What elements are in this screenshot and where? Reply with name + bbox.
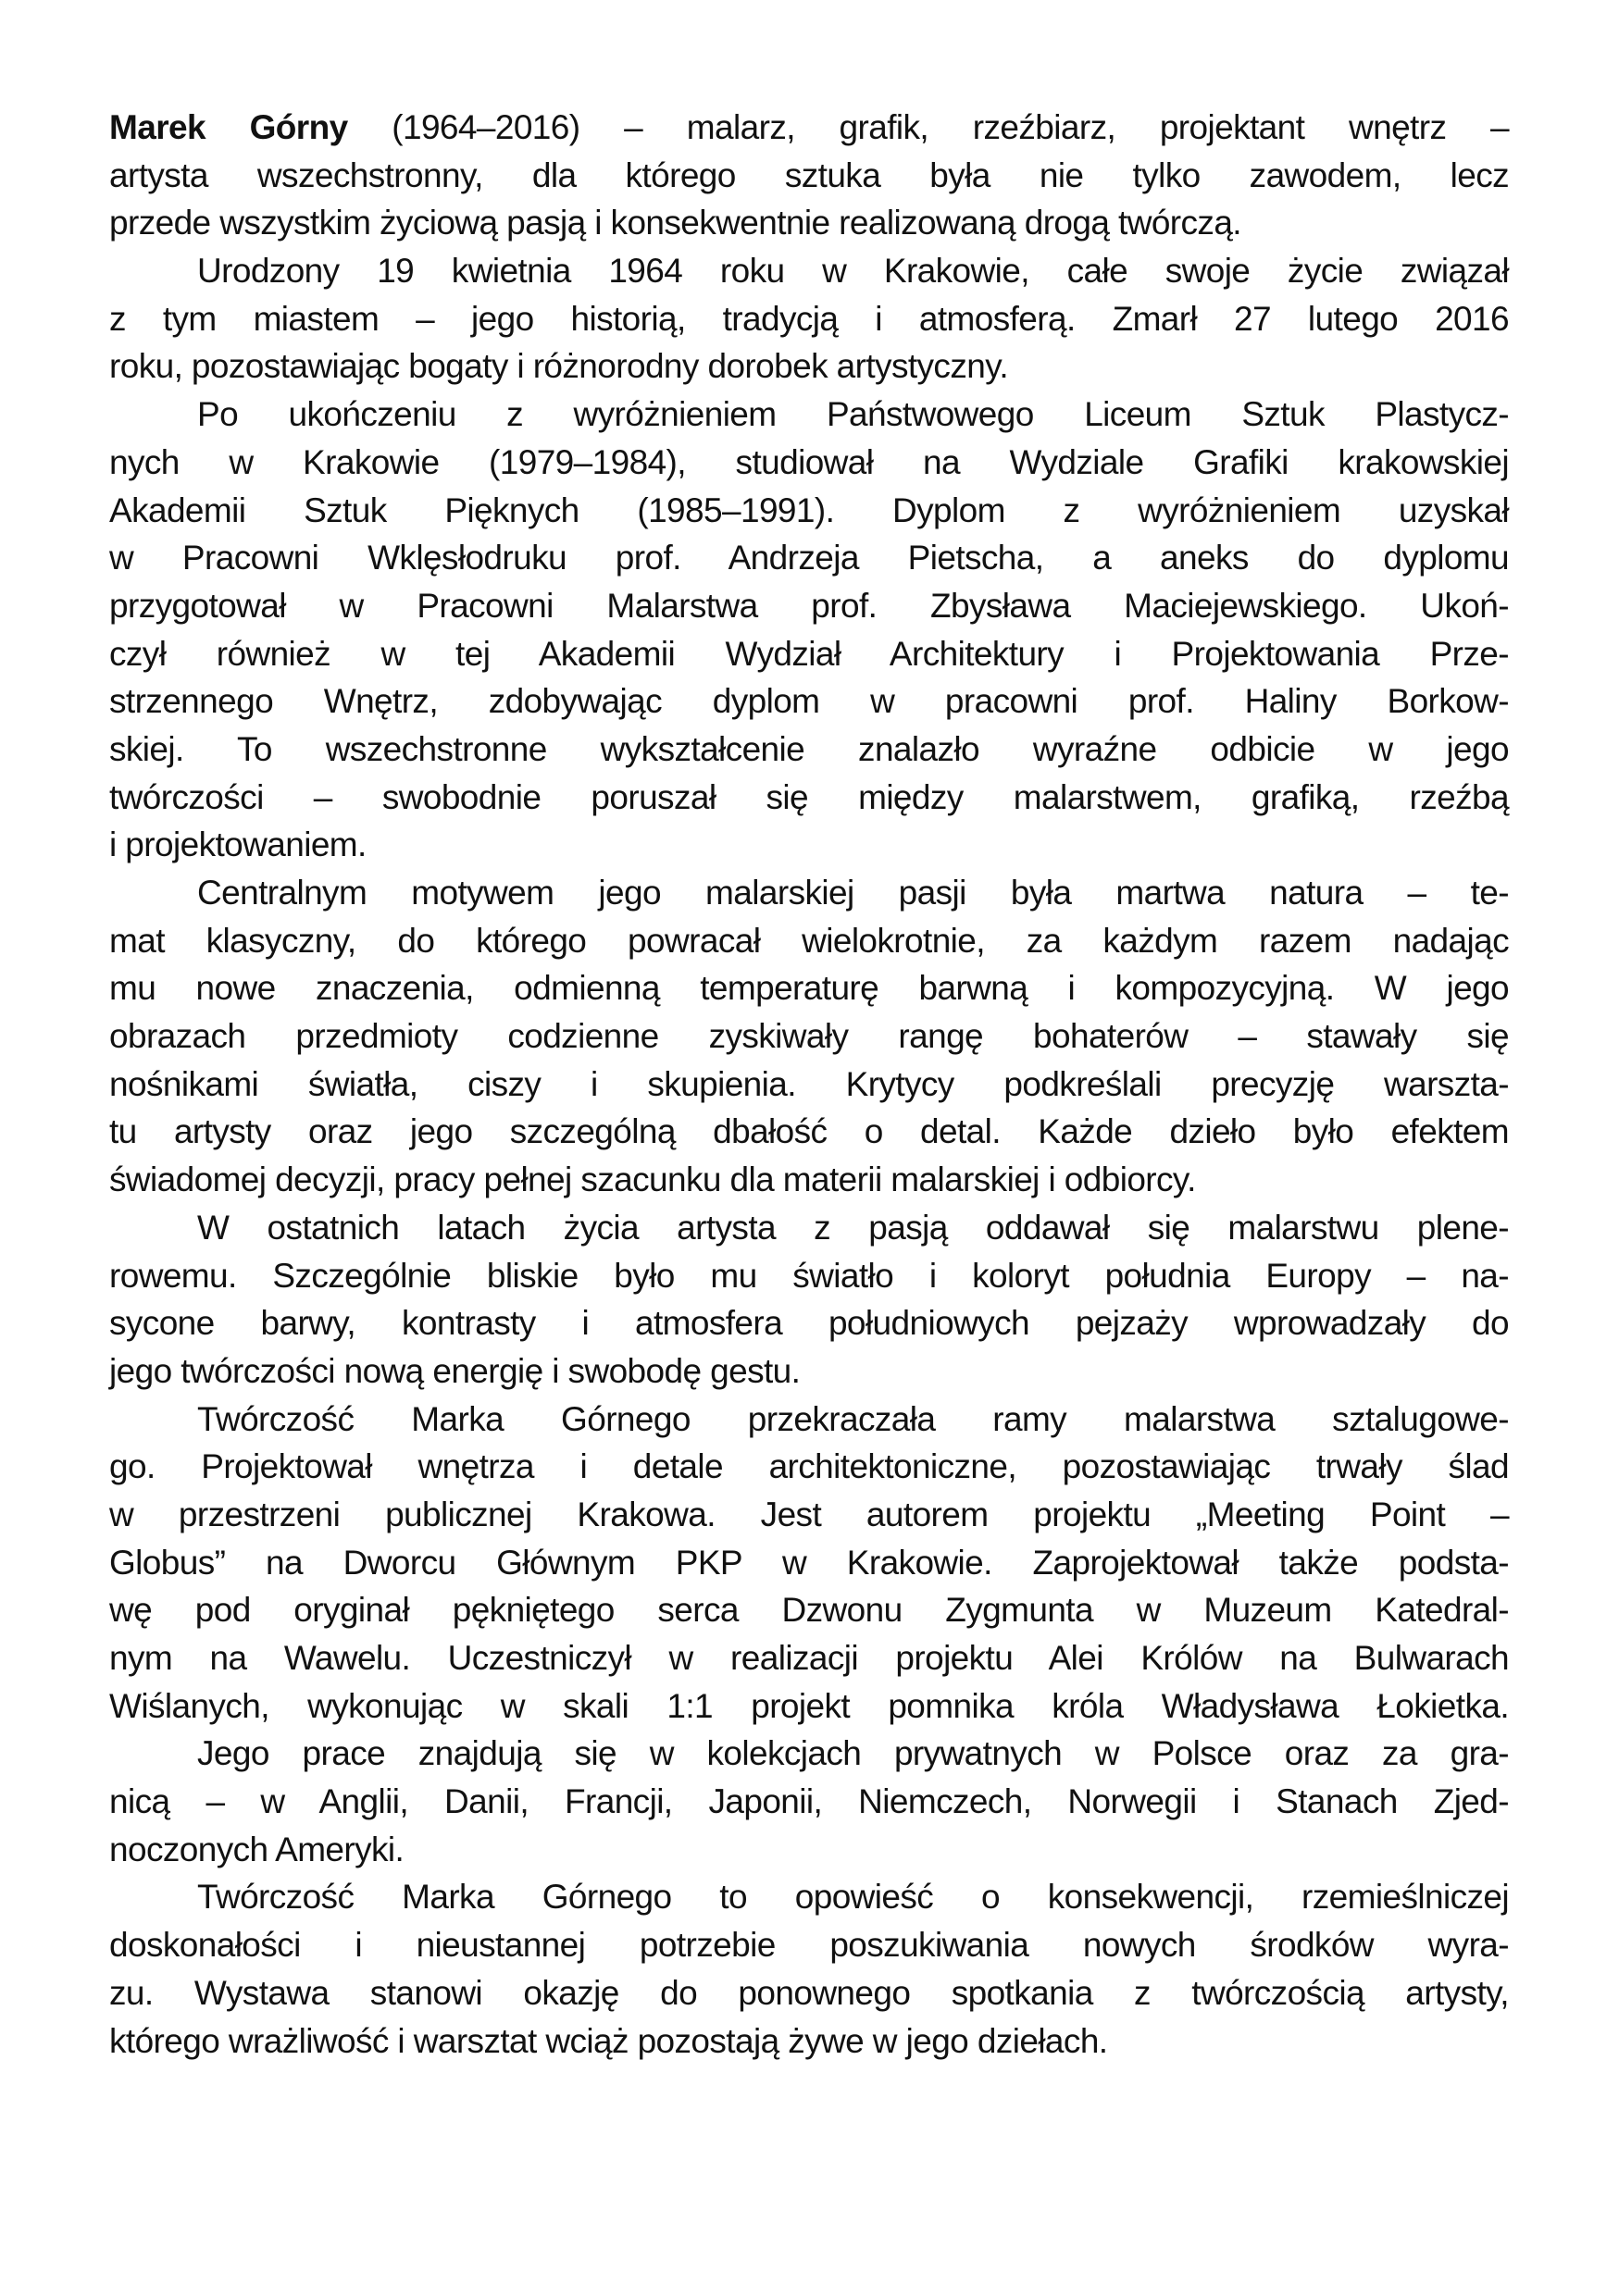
text-line: strzennego Wnętrz, zdobywając dyplom w pracowni prof. Haliny Borkow- (109, 682, 1509, 721)
text-line: W ostatnich latach życia artysta z pasją oddawał się malarstwu plene- (197, 1208, 1509, 1247)
text-line: w przestrzeni publicznej Krakowa. Jest autorem projektu „Meeting Point – (109, 1495, 1509, 1533)
text-line: skiej. To wszechstronne wykształcenie znalazło wyraźne odbicie w jego (109, 729, 1509, 768)
text-line: przede wszystkim życiową pasją i konsekwentnie realizowaną drogą twórczą. (109, 204, 1241, 242)
text-line: doskonałości i nieustannej potrzebie poszukiwania nowych środków wyra- (109, 1926, 1509, 1965)
paragraph-plein-air (109, 1204, 1509, 1396)
text-line: Globus” na Dworcu Głównym PKP w Krakowie. Zaprojektował także podsta- (109, 1543, 1509, 1582)
text-line: roku, pozostawiając bogaty i różnorodny dorobek artystyczny. (109, 347, 1009, 386)
text-line: Marek Górny (1964–2016) – malarz, grafik, rzeźbiarz, projektant wnętrz – (109, 108, 1509, 146)
text-line: zu. Wystawa stanowi okazję do ponownego spotkania z twórczością artysty, (109, 1973, 1509, 2012)
artist-name: Marek Górny (109, 108, 348, 146)
text-line: Twórczość Marka Górnego to opowieść o konsekwencji, rzemieślniczej (197, 1878, 1509, 1917)
text-line: z tym miastem – jego historią, tradycją i atmosferą. Zmarł 27 lutego 2016 (109, 299, 1509, 338)
text-line: Twórczość Marka Górnego przekraczała ramy malarstwa sztalugowe- (197, 1399, 1509, 1438)
text-line: sycone barwy, kontrasty i atmosfera południowych pejzaży wprowadzały do (109, 1304, 1509, 1343)
text-line: którego wrażliwość i warsztat wciąż pozostają żywe w jego dziełach. (109, 2021, 1108, 2060)
text-line: świadomej decyzji, pracy pełnej szacunku dla materii malarskiej i odbiorcy. (109, 1160, 1196, 1199)
text-line: w Pracowni Wklęsłodruku prof. Andrzeja Pietscha, a aneks do dyplomu (109, 539, 1509, 577)
text-line: twórczości – swobodnie poruszał się między malarstwem, grafiką, rzeźbą (109, 777, 1509, 816)
paragraph-education (109, 391, 1509, 869)
text-line: nym na Wawelu. Uczestniczył w realizacji projektu Alei Królów na Bulwarach (109, 1639, 1509, 1677)
text-line: Po ukończeniu z wyróżnieniem Państwowego Liceum Sztuk Plastycz- (197, 395, 1509, 434)
text-line: nicą – w Anglii, Danii, Francji, Japonii, Niemczech, Norwegii i Stanach Zjed- (109, 1782, 1509, 1821)
text-line: Centralnym motywem jego malarskiej pasji była martwa natura – te- (197, 874, 1509, 912)
paragraph-closing (109, 1873, 1509, 2065)
text-line: obrazach przedmioty codzienne zyskiwały rangę bohaterów – stawały się (109, 1017, 1509, 1056)
paragraph-still-life (109, 869, 1509, 1204)
text-line: wę pod oryginał pękniętego serca Dzwonu Zygmunta w Muzeum Katedral- (109, 1591, 1509, 1630)
text-line: Jego prace znajdują się w kolekcjach prywatnych w Polsce oraz za gra- (197, 1734, 1509, 1773)
text-line: jego twórczości nową energię i swobodę gestu. (109, 1351, 801, 1390)
text-line: Urodzony 19 kwietnia 1964 roku w Krakowie, całe swoje życie związał (197, 252, 1509, 291)
paragraph-birth (109, 247, 1509, 391)
paragraph-design-work (109, 1396, 1509, 1731)
text-line: nośnikami światła, ciszy i skupienia. Krytycy podkreślali precyzję warszta- (109, 1064, 1509, 1103)
text-line: Akademii Sztuk Pięknych (1985–1991). Dyplom z wyróżnieniem uzyskał (109, 490, 1509, 529)
text-line: noczonych Ameryki. (109, 1830, 405, 1868)
text-line: czył również w tej Akademii Wydział Architektury i Projektowania Prze- (109, 634, 1509, 673)
text-line: tu artysty oraz jego szczególną dbałość o detal. Każde dzieło było efektem (109, 1112, 1509, 1151)
text-line: go. Projektował wnętrza i detale architektoniczne, pozostawiając trwały ślad (109, 1447, 1509, 1486)
text-line: Wiślanych, wykonując w skali 1:1 projekt pomnika króla Władysława Łokietka. (109, 1686, 1509, 1725)
text-line: przygotował w Pracowni Malarstwa prof. Zbysława Maciejewskiego. Ukoń- (109, 586, 1509, 625)
document-page (109, 104, 1509, 2065)
paragraph-collections (109, 1730, 1509, 1873)
text-line: artysta wszechstronny, dla którego sztuka była nie tylko zawodem, lecz (109, 155, 1509, 194)
text-line: mu nowe znaczenia, odmienną temperaturę barwną i kompozycyjną. W jego (109, 969, 1509, 1008)
paragraph-intro (109, 104, 1509, 247)
text-line: mat klasyczny, do którego powracał wielokrotnie, za każdym razem nadając (109, 921, 1509, 960)
text-line: rowemu. Szczególnie bliskie było mu światło i koloryt południa Europy – na- (109, 1256, 1509, 1295)
text-line: nych w Krakowie (1979–1984), studiował na Wydziale Grafiki krakowskiej (109, 442, 1509, 481)
text-line: i projektowaniem. (109, 825, 367, 864)
